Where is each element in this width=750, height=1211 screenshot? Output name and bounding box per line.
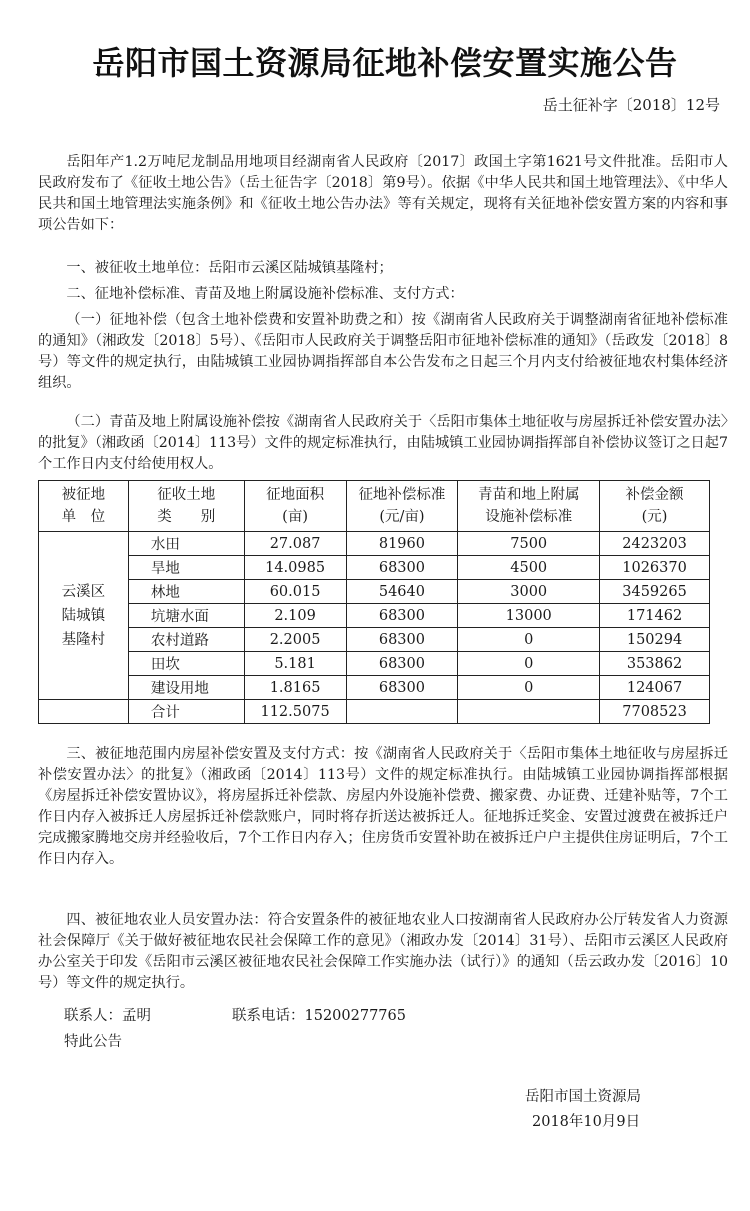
cell-category: 旱地: [128, 556, 244, 580]
cell-amount: 150294: [600, 628, 710, 652]
cell-category: 建设用地: [128, 676, 244, 700]
cell-amount: 124067: [600, 676, 710, 700]
cell-crop: 3000: [458, 580, 600, 604]
cell-amount: 2423203: [600, 532, 710, 556]
cell-area: 2.109: [244, 604, 346, 628]
cell-crop: 0: [458, 628, 600, 652]
intro-paragraph: 岳阳年产1.2万吨尼龙制品用地项目经湖南省人民政府〔2017〕政国土字第1621号文件批准。岳阳市人民政府发布了《征收土地公告》（岳土征告字〔2018〕第9号）。依据《中华人民共和国土地管理法》、《中华人民共和国土地管理法实施条例》和《征收土地公告办法》等有关规定，现将有关征地补偿安置方案的内容和事项公告如下：: [38, 154, 728, 233]
cell-area: 2.2005: [244, 628, 346, 652]
contact-phone-number: 15200277765: [304, 1008, 406, 1024]
table-row: [39, 676, 710, 700]
header-standard: 征地补偿标准 (元/亩): [346, 481, 458, 532]
item-4: 四、被征地农业人员安置办法：符合安置条件的被征地农业人口按湖南省人民政府办公厅转发省人力资源社会保障厅《关于做好被征地农民社会保障工作的意见》（湘政办发〔2014〕31号）、岳阳市云溪区人民政府办公室关于印发《岳阳市云溪区被征地农民社会保障工作实施办法（试行）》的通知（岳云政办发〔2016〕10号）等文件的规定执行。: [38, 912, 729, 991]
closing-remark: 特此公告: [64, 1034, 122, 1050]
cell-amount: 171462: [600, 604, 710, 628]
cell-standard: 68300: [346, 628, 458, 652]
table-row: [39, 604, 710, 628]
cell-standard: 68300: [346, 652, 458, 676]
header-unit: 被征地 单 位: [39, 481, 129, 532]
cell-area: 5.181: [244, 652, 346, 676]
cell-category: 农村道路: [128, 628, 244, 652]
cell-standard: 68300: [346, 604, 458, 628]
cell-area: 14.0985: [244, 556, 346, 580]
cell-crop: 7500: [458, 532, 600, 556]
page-title: 岳阳市国土资源局征地补偿安置实施公告: [92, 44, 678, 82]
total-amount: 7708523: [600, 700, 710, 724]
document-number: 岳土征补字〔2018〕12号: [542, 96, 720, 114]
cell-area: 60.015: [244, 580, 346, 604]
cell-area: 1.8165: [244, 676, 346, 700]
item-2a: （一）征地补偿（包含土地补偿费和安置补助费之和）按《湖南省人民政府关于调整湖南省征地补偿标准的通知》（湘政发〔2018〕5号）、《岳阳市人民政府关于调整岳阳市征地补偿标准的通知》（岳政发〔2018〕8号）等文件的规定执行，由陆城镇工业园协调指挥部自本公告发布之日起三个月内支付给被征地农村集体经济组织。: [38, 312, 728, 391]
total-area: 112.5075: [244, 700, 346, 724]
signing-date: 2018年10月9日: [532, 1114, 641, 1130]
table-row: [39, 628, 710, 652]
table-row: [39, 580, 710, 604]
item-3: 三、被征地范围内房屋补偿安置及支付方式：按《湖南省人民政府关于〈岳阳市集体土地征收与房屋拆迁补偿安置办法〉的批复》（湘政函〔2014〕113号）文件的规定标准执行。由陆城镇工业园协调指挥部根据《房屋拆迁补偿安置协议》，将房屋拆迁补偿款、房屋内外设施补偿费、搬家费、办证费、迁建补贴等，7个工作日内存入被拆迁人房屋拆迁补偿款账户，同时将存折送达被拆迁人。征地拆迁奖金、安置过渡费在被拆迁户完成搬家腾地交房并经验收后，7个工作日内存入；住房货币安置补助在被拆迁户户主提供住房证明后，7个工作日内存入。: [38, 746, 728, 867]
signing-organization: 岳阳市国土资源局: [525, 1089, 641, 1105]
table-total-row: [39, 700, 710, 724]
table-header-row: [39, 481, 710, 532]
cell-crop: 4500: [458, 556, 600, 580]
cell-amount: 353862: [600, 652, 710, 676]
cell-crop: 0: [458, 652, 600, 676]
header-amount: 补偿金额 (元): [600, 481, 710, 532]
cell-category: 坑塘水面: [128, 604, 244, 628]
cell-area: 27.087: [244, 532, 346, 556]
item-1: 一、被征收土地单位：岳阳市云溪区陆城镇基隆村；: [66, 260, 393, 276]
table-row: [39, 652, 710, 676]
cell-category: 田坎: [128, 652, 244, 676]
cell-standard: 81960: [346, 532, 458, 556]
contact-person: 联系人：孟明: [64, 1008, 151, 1024]
header-category: 征收土地 类 别: [128, 481, 244, 532]
header-area: 征地面积 (亩): [244, 481, 346, 532]
header-crop: 青苗和地上附属 设施补偿标准: [458, 481, 600, 532]
compensation-table: [38, 480, 710, 724]
contact-phone-label: 联系电话：: [232, 1008, 305, 1024]
cell-category: 水田: [128, 532, 244, 556]
unit-cell: 云溪区 陆城镇 基隆村: [39, 532, 129, 700]
contact-phone: [232, 1004, 406, 1025]
item-2b: （二）青苗及地上附属设施补偿按《湖南省人民政府关于〈岳阳市集体土地征收与房屋拆迁补偿安置办法〉的批复》（湘政函〔2014〕113号）文件的规定标准执行，由陆城镇工业园协调指挥部自补偿协议签订之日起7个工作日内支付给使用权人。: [38, 414, 728, 472]
item-2: 二、征地补偿标准、青苗及地上附属设施补偿标准、支付方式：: [66, 286, 464, 302]
table-row: [39, 556, 710, 580]
cell-amount: 3459265: [600, 580, 710, 604]
cell-crop: 0: [458, 676, 600, 700]
cell-crop: 13000: [458, 604, 600, 628]
cell-category: 林地: [128, 580, 244, 604]
cell-standard: 68300: [346, 556, 458, 580]
cell-standard: 54640: [346, 580, 458, 604]
cell-amount: 1026370: [600, 556, 710, 580]
table-row: [39, 532, 710, 556]
total-label: 合计: [128, 700, 244, 724]
cell-standard: 68300: [346, 676, 458, 700]
